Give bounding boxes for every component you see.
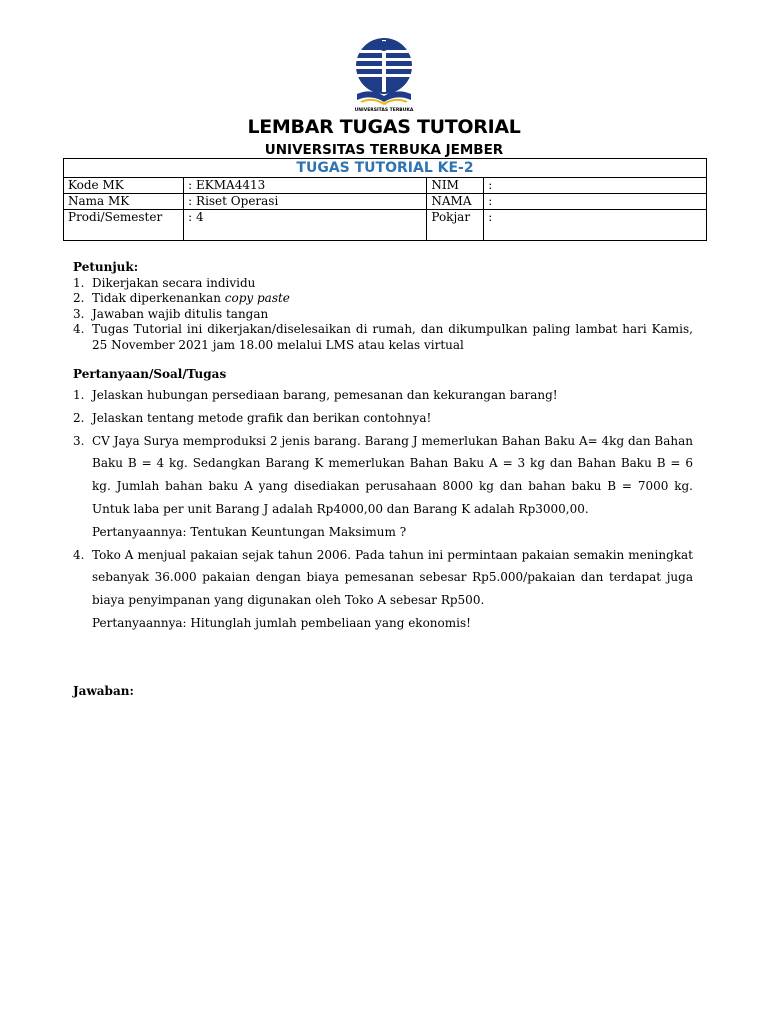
nama-label: NAMA	[427, 194, 484, 210]
answer-section	[73, 684, 693, 698]
list-number: 4.	[73, 547, 85, 562]
tutorial-heading: TUGAS TUTORIAL KE-2	[64, 159, 707, 178]
instruction-text: Jawaban wajib ditulis tangan	[92, 306, 269, 321]
page-subtitle: UNIVERSITAS TERBUKA JEMBER	[264, 142, 504, 158]
question-text: Jelaskan tentang metode grafik dan berikan contohnya!	[92, 410, 432, 425]
questions-list	[73, 384, 693, 635]
logo-caption: UNIVERSITAS TERBUKA	[354, 108, 414, 113]
list-number: 3.	[73, 306, 85, 321]
instruction-text: Tidak diperkenankan	[92, 291, 225, 305]
list-item	[73, 384, 693, 407]
prodi-value: : 4	[184, 210, 427, 241]
list-number: 2.	[73, 291, 85, 305]
list-item	[73, 307, 693, 323]
questions-heading: Pertanyaan/Soal/Tugas	[73, 367, 227, 381]
list-number: 4.	[73, 322, 85, 336]
list-item	[73, 407, 693, 430]
page-title: LEMBAR TUGAS TUTORIAL	[247, 116, 521, 138]
instruction-italic-text: copy paste	[224, 291, 290, 305]
question-text: Jelaskan hubungan persediaan barang, pemesanan dan kekurangan barang!	[92, 388, 558, 402]
question-prompt: Pertanyaannya: Tentukan Keuntungan Maksimum ?	[92, 524, 407, 539]
nama-value: :	[484, 194, 707, 210]
list-item	[73, 276, 693, 292]
questions-section	[73, 366, 693, 635]
answer-heading: Jawaban:	[73, 684, 134, 698]
kode-mk-value: : EKMA4413	[184, 178, 427, 194]
table-row	[64, 178, 707, 194]
list-number: 2.	[73, 410, 85, 425]
list-item	[73, 322, 693, 353]
nim-label: NIM	[427, 178, 484, 194]
question-prompt: Pertanyaannya: Hitunglah jumlah pembeliaan yang ekonomis!	[92, 615, 471, 630]
pokjar-label: Pokjar	[427, 210, 484, 241]
instruction-text: Tugas Tutorial ini dikerjakan/diselesaikan di rumah, dan dikumpulkan paling lambat hari Kamis, 25 November 2021 jam 18.00 melalui LMS atau kelas virtual	[92, 322, 693, 352]
instructions-heading: Petunjuk:	[73, 260, 139, 274]
prodi-label: Prodi/Semester	[64, 210, 184, 241]
nama-mk-label: Nama MK	[64, 194, 184, 210]
instructions-section	[73, 260, 693, 353]
list-item	[73, 430, 693, 544]
nim-value: :	[484, 178, 707, 194]
university-logo	[351, 36, 417, 122]
kode-mk-label: Kode MK	[64, 178, 184, 194]
list-number: 3.	[73, 433, 85, 448]
table-row	[64, 210, 707, 241]
pokjar-value: :	[484, 210, 707, 241]
question-text: CV Jaya Surya memproduksi 2 jenis barang. Barang J memerlukan Bahan Baku A= 4kg dan Bahan Baku B = 4 kg. Sedangkan Barang K memerlukan Bahan Baku A = 3 kg dan Bahan Baku B = 6 kg. Jumlah bahan baku A yang disediakan perusahaan 8000 kg dan bahan baku B = 7000 kg. Untuk laba per unit Barang J adalah Rp4000,00 dan Barang K adalah Rp3000,00.	[92, 433, 693, 516]
list-number: 1.	[73, 388, 85, 402]
list-item	[73, 544, 693, 635]
instruction-text: Dikerjakan secara individu	[92, 275, 256, 290]
list-number: 1.	[73, 275, 85, 290]
info-table	[63, 158, 707, 241]
question-text: Toko A menjual pakaian sejak tahun 2006. Pada tahun ini permintaan pakaian semakin meningkat sebanyak 36.000 pakaian dengan biaya pemesanan sebesar Rp5.000/pakaian dan terdapat juga biaya penyimpanan yang digunakan oleh Toko A sebesar Rp500.	[92, 547, 693, 608]
instructions-list	[73, 276, 693, 354]
table-row	[64, 194, 707, 210]
nama-mk-value: : Riset Operasi	[184, 194, 427, 210]
list-item	[73, 291, 693, 307]
